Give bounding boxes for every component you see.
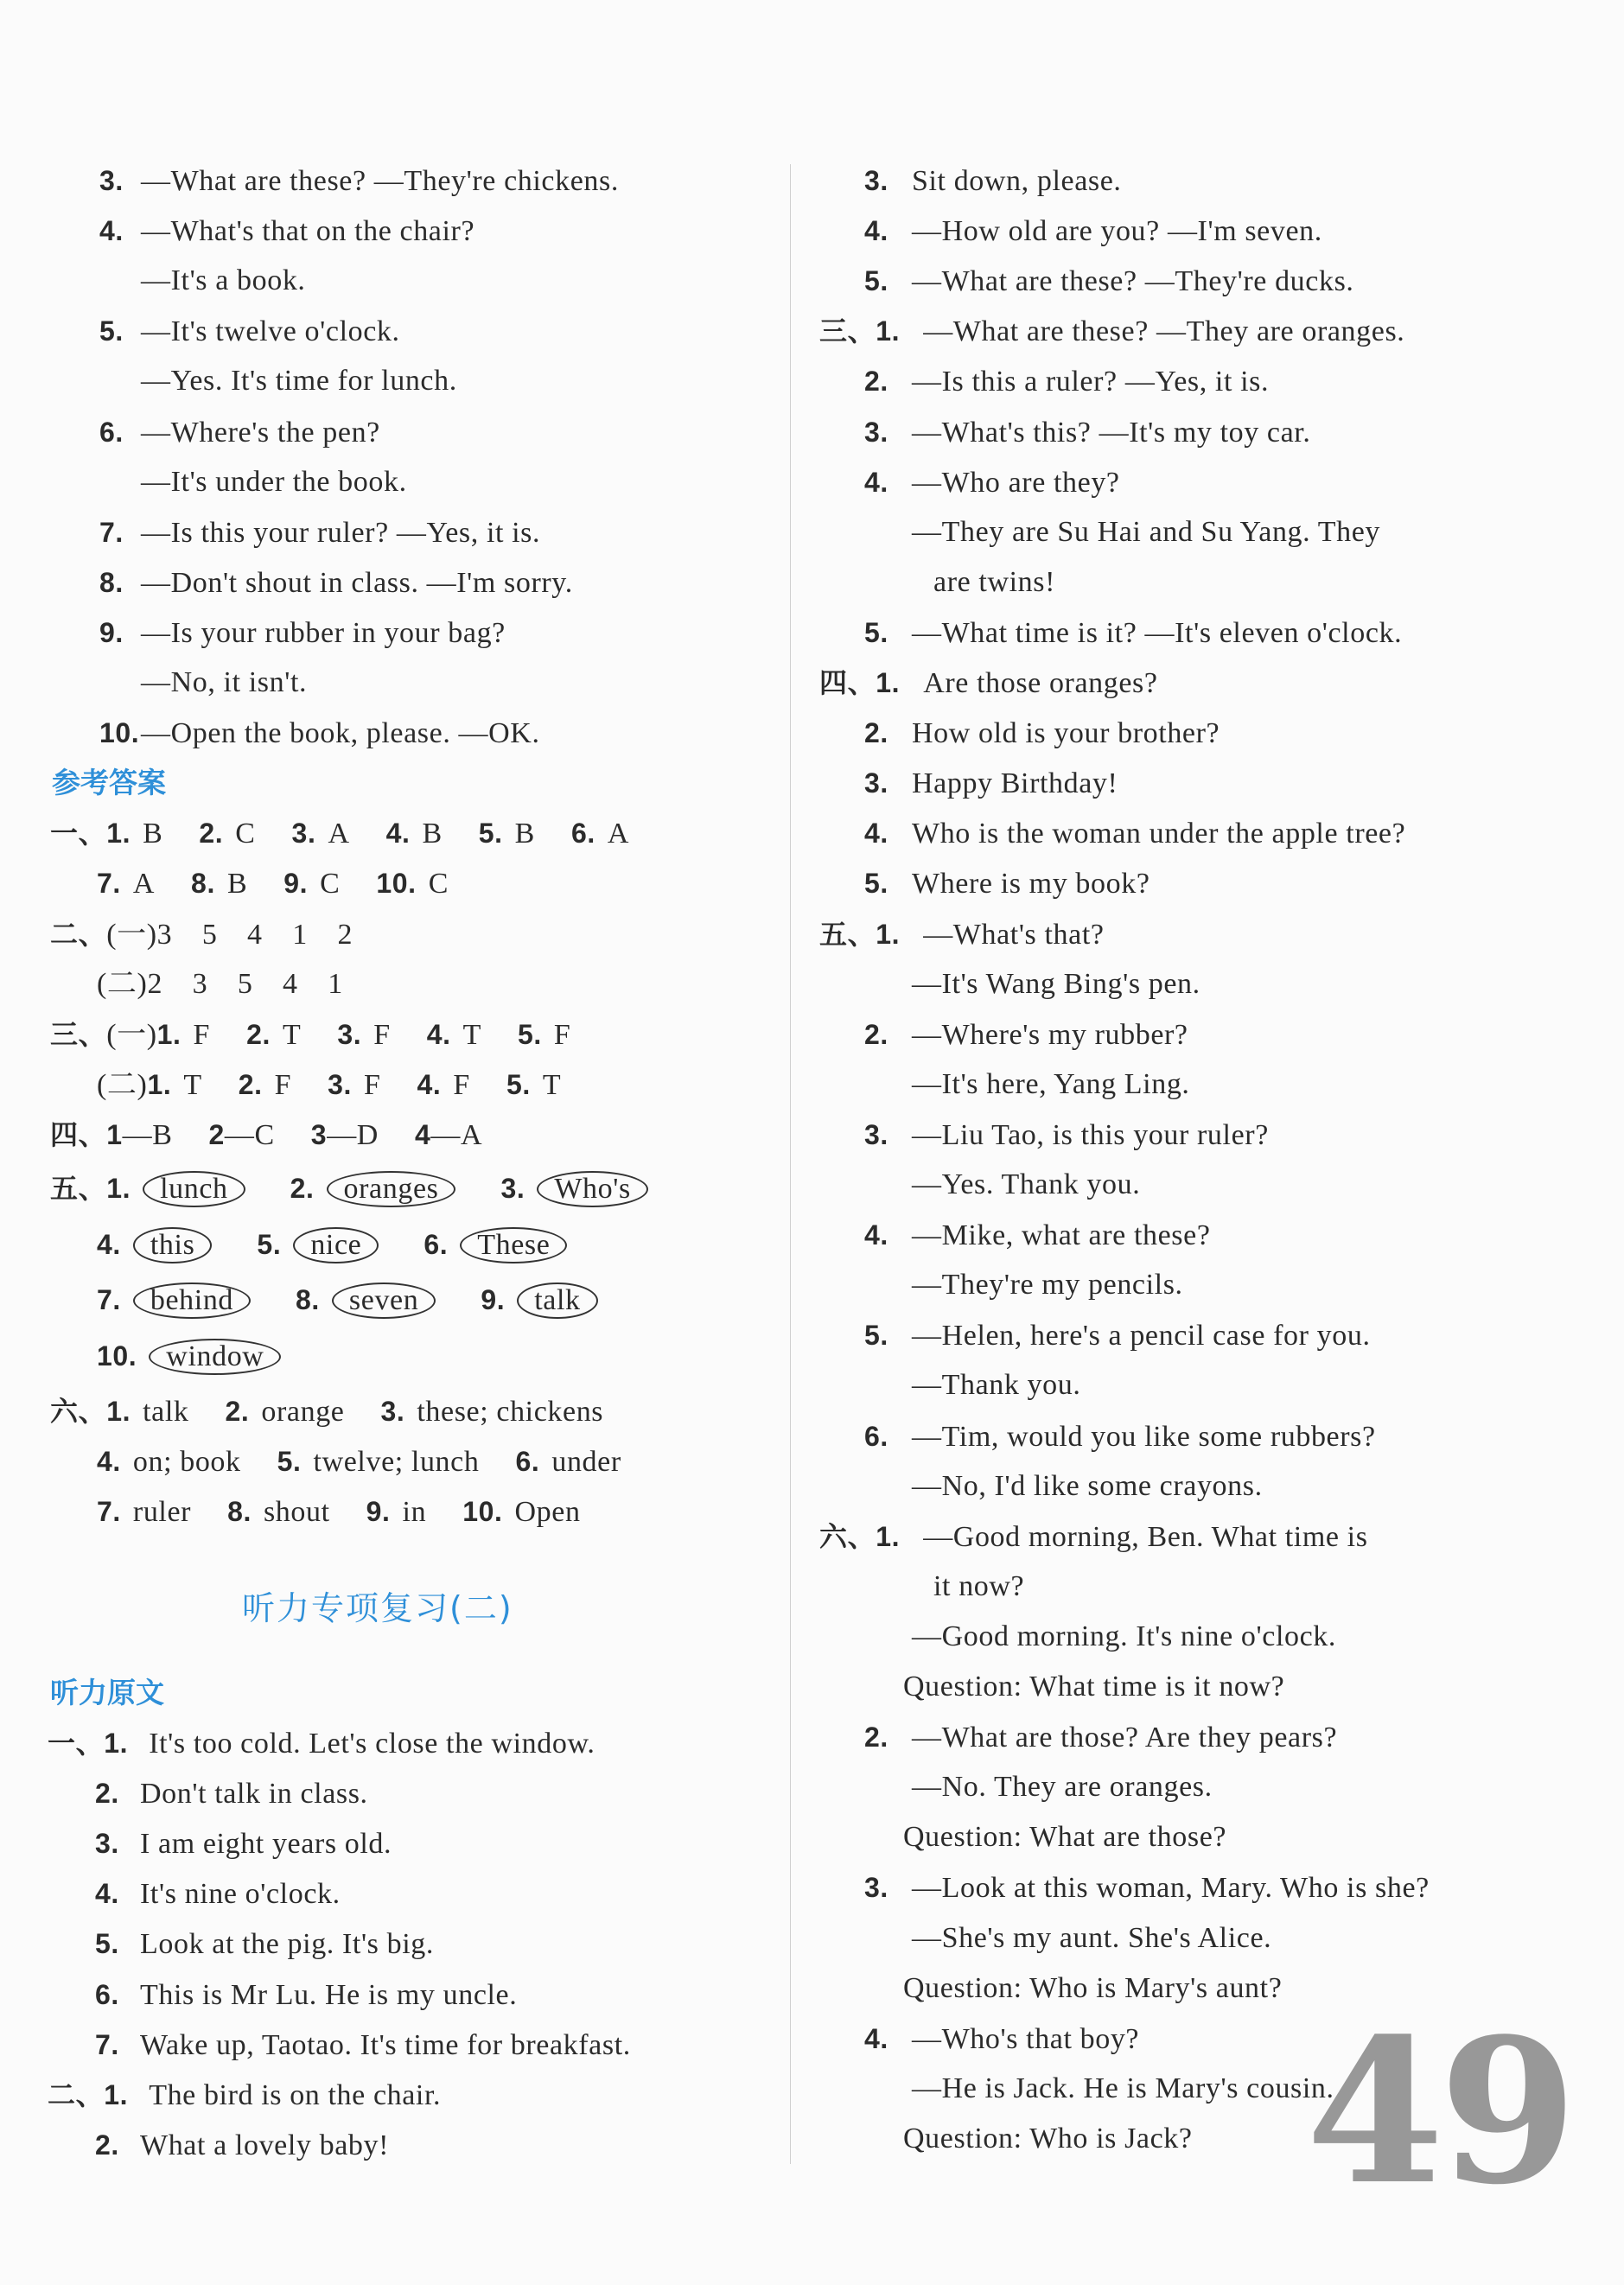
line-text: —Yes. It's time for lunch. bbox=[141, 365, 457, 398]
transcript-line bbox=[864, 407, 1310, 457]
line-text: —What's this? —It's my toy car. bbox=[912, 416, 1311, 449]
line-text: —What are these? —They are oranges. bbox=[923, 315, 1405, 348]
answer-number: 10. bbox=[376, 868, 417, 900]
line-text: —Mike, what are these? bbox=[912, 1219, 1211, 1252]
transcript-heading: 听力原文 bbox=[50, 1676, 164, 1709]
transcript-line bbox=[912, 1762, 1213, 1812]
item-number: 10. bbox=[99, 717, 140, 749]
line-text: The bird is on the chair. bbox=[149, 2078, 442, 2111]
answer-value: F bbox=[453, 1068, 470, 1101]
item-number: 3. bbox=[864, 1872, 888, 1904]
transcript-line bbox=[903, 1812, 1226, 1862]
item-number: 5. bbox=[864, 868, 888, 900]
line-text: —It's a book. bbox=[141, 264, 306, 297]
transcript-line bbox=[95, 1919, 434, 1969]
line-text: —What are those? Are they pears? bbox=[912, 1722, 1338, 1754]
transcript-line bbox=[95, 2120, 389, 2170]
answer-number: 5. bbox=[518, 1018, 542, 1050]
answer-value: A bbox=[328, 818, 350, 850]
answer-number: 1. bbox=[106, 1173, 131, 1204]
answer-number: 3 bbox=[310, 1118, 328, 1150]
transcript-line bbox=[141, 457, 407, 507]
transcript-line bbox=[864, 1009, 1188, 1060]
transcript-line bbox=[99, 306, 400, 356]
answer-number: 8. bbox=[191, 868, 215, 900]
right-column bbox=[804, 0, 1624, 2285]
circled-answer: oranges bbox=[327, 1171, 456, 1207]
answer-number: 1. bbox=[147, 1068, 172, 1100]
answer-number: 9. bbox=[283, 868, 309, 900]
answer-value: B bbox=[226, 868, 248, 901]
line-text: —Yes. Thank you. bbox=[912, 1168, 1141, 1200]
section-label: 三、 bbox=[50, 1017, 107, 1051]
answers-heading: 参考答案 bbox=[52, 766, 166, 800]
transcript-line bbox=[864, 1411, 1376, 1461]
line-text: —Thank you. bbox=[912, 1369, 1081, 1402]
transcript-line bbox=[912, 1612, 1336, 1662]
item-number: 1. bbox=[876, 667, 901, 698]
answer-number: 6. bbox=[570, 818, 595, 850]
line-text: This is Mr Lu. He is my uncle. bbox=[140, 1978, 518, 2011]
answer-value: A bbox=[607, 818, 629, 850]
transcript-line bbox=[864, 356, 1269, 406]
item-number: 3. bbox=[864, 416, 888, 448]
section-label: 四、 bbox=[819, 666, 876, 699]
line-text: —How old are you? —I'm seven. bbox=[912, 215, 1322, 248]
answer-row bbox=[50, 909, 353, 959]
item-number: 4. bbox=[864, 466, 888, 498]
item-number: 4. bbox=[864, 2022, 888, 2054]
answer-number: 10. bbox=[462, 1496, 503, 1528]
item-number: 3. bbox=[864, 767, 888, 799]
transcript-line bbox=[141, 256, 306, 306]
answer-row bbox=[97, 1219, 612, 1270]
answer-row bbox=[97, 1436, 621, 1486]
answer-number: 7. bbox=[97, 1284, 121, 1315]
item-number: 4. bbox=[95, 1878, 119, 1910]
answer-number: 3. bbox=[337, 1018, 362, 1050]
line-text: How old is your brother? bbox=[912, 717, 1220, 750]
answer-value: F bbox=[553, 1018, 571, 1051]
item-number: 8. bbox=[99, 566, 124, 598]
answer-number: 2. bbox=[225, 1396, 250, 1427]
line-text: Question: What are those? bbox=[903, 1821, 1227, 1854]
item-number: 2. bbox=[95, 1778, 119, 1810]
transcript-line bbox=[99, 708, 540, 758]
line-text: —Helen, here's a pencil case for you. bbox=[912, 1320, 1371, 1353]
line-text: —It's here, Yang Ling. bbox=[912, 1067, 1190, 1100]
item-number: 5. bbox=[864, 616, 888, 648]
answer-row bbox=[97, 1331, 326, 1381]
transcript-line bbox=[864, 1862, 1430, 1913]
answer-number: 2 bbox=[208, 1118, 225, 1150]
circled-answer: Who's bbox=[537, 1171, 647, 1207]
item-number: 4. bbox=[864, 215, 888, 247]
item-number: 2. bbox=[864, 366, 888, 398]
answer-number: 6. bbox=[515, 1446, 540, 1478]
section-label: 六、 bbox=[50, 1395, 107, 1428]
line-text: —It's twelve o'clock. bbox=[141, 315, 400, 348]
item-number: 5. bbox=[95, 1928, 119, 1960]
item-number: 2. bbox=[864, 1018, 888, 1050]
line-text: It's nine o'clock. bbox=[140, 1878, 341, 1911]
answer-number: 9. bbox=[481, 1284, 506, 1315]
answer-value: B bbox=[422, 818, 443, 850]
answer-number: 7. bbox=[97, 1496, 121, 1528]
item-number: 3. bbox=[864, 1118, 888, 1150]
transcript-line bbox=[864, 457, 1120, 507]
line-text: It's too cold. Let's close the window. bbox=[149, 1728, 595, 1760]
transcript-line bbox=[819, 306, 1404, 356]
transcript-line bbox=[864, 2014, 1139, 2064]
line-text: —It's under the book. bbox=[141, 465, 407, 498]
answer-number: 4. bbox=[385, 818, 411, 850]
answer-value: these; chickens bbox=[417, 1396, 604, 1428]
circled-answer: talk bbox=[517, 1283, 597, 1319]
line-text: Happy Birthday! bbox=[912, 767, 1118, 800]
line-text: —Tim, would you like some rubbers? bbox=[912, 1420, 1376, 1453]
answer-number: 6. bbox=[424, 1228, 449, 1260]
line-text: —It's Wang Bing's pen. bbox=[912, 967, 1200, 1000]
section-label: 五、 bbox=[819, 917, 876, 951]
answer-row bbox=[50, 808, 629, 858]
line-text: —Is this your ruler? —Yes, it is. bbox=[141, 516, 541, 549]
transcript-line bbox=[864, 708, 1220, 758]
answer-row bbox=[50, 1110, 482, 1160]
answer-number: 5. bbox=[506, 1068, 531, 1100]
answer-value: B bbox=[143, 818, 163, 850]
answer-value: T bbox=[183, 1068, 202, 1101]
answer-number: 2. bbox=[246, 1018, 271, 1050]
answer-number: 4. bbox=[97, 1446, 121, 1478]
transcript-line bbox=[95, 1868, 341, 1919]
answer-number: 3. bbox=[328, 1068, 353, 1100]
sub-part-label: (二) bbox=[97, 1068, 148, 1101]
answer-value: shout bbox=[263, 1496, 330, 1529]
item-number: 5. bbox=[99, 315, 124, 347]
item-number: 1. bbox=[876, 315, 901, 347]
answer-value: F bbox=[274, 1068, 292, 1101]
answer-row bbox=[97, 959, 343, 1009]
line-text: —Is this a ruler? —Yes, it is. bbox=[912, 366, 1270, 398]
answer-number: 2. bbox=[290, 1173, 315, 1204]
transcript-line bbox=[95, 1970, 517, 2020]
line-text: —Who are they? bbox=[912, 466, 1120, 499]
transcript-line bbox=[903, 1662, 1284, 1712]
left-column bbox=[0, 0, 782, 2285]
circled-answer: this bbox=[133, 1227, 213, 1263]
answer-number: 1 bbox=[106, 1118, 123, 1150]
circled-answer: nice bbox=[293, 1227, 379, 1263]
item-number: 6. bbox=[95, 1978, 119, 2010]
answer-value: orange bbox=[261, 1396, 345, 1428]
answer-number: 3. bbox=[380, 1396, 405, 1427]
transcript-line bbox=[912, 1260, 1183, 1310]
transcript-line bbox=[912, 1360, 1080, 1410]
transcript-line bbox=[933, 1562, 1024, 1612]
line-text: —Don't shout in class. —I'm sorry. bbox=[141, 566, 573, 599]
transcript-line bbox=[95, 1818, 392, 1868]
line-text: are twins! bbox=[933, 565, 1056, 598]
answer-value: twelve; lunch bbox=[313, 1446, 480, 1479]
answer-value: on; book bbox=[132, 1446, 241, 1479]
answer-number: 8. bbox=[296, 1284, 320, 1315]
line-text: Question: Who is Mary's aunt? bbox=[903, 1971, 1283, 2004]
answer-number: 1. bbox=[156, 1018, 182, 1050]
section-label: 六、 bbox=[819, 1519, 876, 1553]
sub-part-label: (一) bbox=[106, 1018, 157, 1051]
transcript-line bbox=[864, 156, 1122, 206]
answer-number: 3. bbox=[500, 1173, 525, 1204]
answer-number: 1. bbox=[106, 1396, 131, 1427]
answer-value: —C bbox=[224, 1118, 275, 1151]
answer-number: 4. bbox=[426, 1018, 451, 1050]
line-text: Sit down, please. bbox=[912, 165, 1122, 197]
answer-number: 4. bbox=[97, 1228, 121, 1260]
transcript-line bbox=[864, 858, 1150, 908]
section-label: 四、 bbox=[50, 1117, 107, 1151]
line-text: —Who's that boy? bbox=[912, 2022, 1140, 2055]
line-text: —She's my aunt. She's Alice. bbox=[912, 1921, 1272, 1954]
answer-number: 4 bbox=[414, 1118, 431, 1150]
line-text: —Good morning, Ben. What time is bbox=[923, 1520, 1368, 1553]
line-text: —What time is it? —It's eleven o'clock. bbox=[912, 616, 1403, 649]
item-number: 3. bbox=[99, 165, 124, 196]
line-text: Don't talk in class. bbox=[140, 1778, 368, 1811]
answer-value: talk bbox=[143, 1396, 189, 1428]
answer-value: —B bbox=[122, 1118, 173, 1151]
transcript-line bbox=[141, 356, 457, 406]
transcript-line bbox=[819, 909, 1105, 959]
answer-value: C bbox=[428, 868, 449, 901]
answer-number: 5. bbox=[257, 1228, 282, 1260]
answer-value: B bbox=[514, 818, 535, 850]
transcript-line bbox=[864, 1712, 1337, 1762]
line-text: —No, it isn't. bbox=[141, 666, 308, 698]
section-label: 一、 bbox=[48, 1727, 105, 1760]
line-text: —What are these? —They're ducks. bbox=[912, 265, 1354, 298]
answer-number: 10. bbox=[97, 1340, 137, 1372]
answer-value: C bbox=[235, 818, 256, 850]
line-text: Wake up, Taotao. It's time for breakfast. bbox=[140, 2028, 631, 2061]
item-number: 1. bbox=[104, 2078, 129, 2110]
answer-number: 4. bbox=[417, 1068, 442, 1100]
transcript-line bbox=[864, 256, 1354, 306]
line-text: —Good morning. It's nine o'clock. bbox=[912, 1620, 1336, 1652]
item-number: 9. bbox=[99, 616, 124, 648]
transcript-line bbox=[912, 1461, 1263, 1512]
line-text: Are those oranges? bbox=[923, 667, 1158, 699]
line-text: —No, I'd like some crayons. bbox=[912, 1469, 1263, 1502]
transcript-line bbox=[864, 1110, 1269, 1160]
answer-value: T bbox=[282, 1018, 302, 1051]
answer-number: 1. bbox=[106, 818, 131, 850]
line-text: Who is the woman under the apple tree? bbox=[912, 818, 1406, 850]
section-title: 听力专项复习(二) bbox=[242, 1589, 513, 1627]
answer-number: 5. bbox=[277, 1446, 302, 1478]
item-number: 6. bbox=[99, 416, 124, 448]
section-label: 三、 bbox=[819, 315, 876, 348]
item-number: 4. bbox=[864, 818, 888, 850]
line-text: —Open the book, please. —OK. bbox=[141, 717, 540, 750]
answer-row bbox=[50, 1009, 570, 1060]
item-number: 2. bbox=[864, 1722, 888, 1754]
line-text: What a lovely baby! bbox=[140, 2129, 390, 2161]
item-number: 6. bbox=[864, 1420, 888, 1452]
answer-value: —D bbox=[327, 1118, 379, 1151]
transcript-line bbox=[99, 407, 380, 457]
circled-answer: seven bbox=[332, 1283, 436, 1319]
answer-value: in bbox=[402, 1496, 427, 1529]
transcript-line bbox=[903, 1964, 1282, 2014]
transcript-line bbox=[864, 1210, 1211, 1260]
item-number: 7. bbox=[99, 516, 124, 548]
circled-answer: behind bbox=[133, 1283, 251, 1319]
column-divider bbox=[790, 164, 791, 2164]
line-text: —Where's my rubber? bbox=[912, 1018, 1188, 1051]
answer-value: under bbox=[551, 1446, 621, 1479]
transcript-line bbox=[912, 1060, 1190, 1110]
transcript-line bbox=[864, 206, 1322, 256]
item-number: 4. bbox=[864, 1219, 888, 1251]
answer-value: ruler bbox=[132, 1496, 192, 1529]
section-label: 一、 bbox=[50, 817, 107, 850]
line-text: —What's that on the chair? bbox=[141, 215, 475, 248]
answer-number: 2. bbox=[199, 818, 224, 850]
transcript-line bbox=[48, 2070, 441, 2120]
answer-row bbox=[97, 1060, 561, 1110]
transcript-line bbox=[864, 1310, 1371, 1360]
transcript-line bbox=[819, 658, 1158, 708]
line-text: —What are these? —They're chickens. bbox=[141, 165, 619, 197]
line-text: Where is my book? bbox=[912, 868, 1150, 901]
answer-row bbox=[50, 1386, 603, 1436]
item-number: 5. bbox=[864, 265, 888, 297]
section-label: 五、 bbox=[50, 1172, 107, 1205]
answer-value: F bbox=[373, 1018, 391, 1051]
item-number: 2. bbox=[95, 2129, 119, 2161]
transcript-line bbox=[864, 808, 1405, 858]
answer-number: 2. bbox=[238, 1068, 263, 1100]
transcript-line bbox=[99, 507, 540, 557]
transcript-line bbox=[99, 608, 506, 658]
line-text: it now? bbox=[933, 1569, 1025, 1602]
answer-sequence: (二)2 3 5 4 1 bbox=[97, 967, 343, 1000]
item-number: 7. bbox=[95, 2028, 119, 2060]
transcript-line bbox=[912, 1913, 1271, 1964]
answer-value: T bbox=[462, 1018, 481, 1051]
answer-value: T bbox=[542, 1068, 562, 1101]
transcript-line bbox=[141, 658, 307, 708]
answer-value: Open bbox=[514, 1496, 581, 1529]
answer-number: 3. bbox=[291, 818, 316, 850]
item-number: 5. bbox=[864, 1320, 888, 1352]
circled-answer: These bbox=[460, 1227, 567, 1263]
item-number: 1. bbox=[104, 1728, 129, 1759]
answer-value: F bbox=[193, 1018, 211, 1051]
answer-value: C bbox=[320, 868, 341, 901]
transcript-line bbox=[48, 1718, 595, 1768]
line-text: —Is your rubber in your bag? bbox=[141, 616, 506, 649]
transcript-line bbox=[99, 206, 474, 256]
item-number: 3. bbox=[864, 165, 888, 196]
answer-value: F bbox=[364, 1068, 381, 1101]
circled-answer: lunch bbox=[143, 1171, 245, 1207]
line-text: Question: What time is it now? bbox=[903, 1671, 1285, 1703]
transcript-line bbox=[933, 557, 1055, 608]
section-label: 二、 bbox=[50, 917, 107, 951]
transcript-line bbox=[912, 2064, 1334, 2114]
answer-row bbox=[50, 1163, 693, 1213]
line-text: Question: Who is Jack? bbox=[903, 2122, 1193, 2155]
item-number: 1. bbox=[876, 1520, 901, 1552]
transcript-line bbox=[99, 557, 573, 608]
answer-number: 9. bbox=[366, 1496, 391, 1528]
transcript-line bbox=[912, 1160, 1140, 1210]
line-text: I am eight years old. bbox=[140, 1828, 392, 1861]
answer-number: 7. bbox=[97, 868, 121, 900]
transcript-line bbox=[99, 156, 619, 206]
line-text: —They are Su Hai and Su Yang. They bbox=[912, 515, 1380, 548]
item-number: 3. bbox=[95, 1828, 119, 1860]
answer-row bbox=[97, 1486, 581, 1537]
transcript-line bbox=[864, 608, 1402, 658]
line-text: Look at the pig. It's big. bbox=[140, 1928, 434, 1961]
answer-sequence: (一)3 5 4 1 2 bbox=[106, 918, 353, 951]
answer-number: 8. bbox=[227, 1496, 252, 1528]
transcript-line bbox=[95, 1768, 368, 1818]
page-number: 49 bbox=[1305, 1995, 1572, 2229]
section-label: 二、 bbox=[48, 2078, 105, 2111]
answer-value: —A bbox=[430, 1118, 483, 1151]
line-text: —No. They are oranges. bbox=[912, 1771, 1213, 1804]
transcript-line bbox=[95, 2020, 631, 2070]
item-number: 2. bbox=[864, 717, 888, 749]
answer-row bbox=[97, 1275, 643, 1325]
transcript-line bbox=[819, 1512, 1368, 1562]
line-text: —Look at this woman, Mary. Who is she? bbox=[912, 1872, 1430, 1905]
transcript-line bbox=[912, 959, 1200, 1009]
transcript-line bbox=[864, 758, 1118, 808]
item-number: 4. bbox=[99, 215, 124, 247]
circled-answer: window bbox=[149, 1339, 281, 1375]
line-text: —He is Jack. He is Mary's cousin. bbox=[912, 2072, 1334, 2104]
line-text: —What's that? bbox=[923, 918, 1105, 951]
line-text: —Where's the pen? bbox=[141, 416, 380, 449]
line-text: —Liu Tao, is this your ruler? bbox=[912, 1118, 1269, 1151]
item-number: 1. bbox=[876, 918, 901, 950]
line-text: —They're my pencils. bbox=[912, 1269, 1183, 1302]
transcript-line bbox=[903, 2114, 1193, 2164]
transcript-line bbox=[912, 507, 1380, 557]
answer-number: 5. bbox=[478, 818, 503, 850]
answer-row bbox=[97, 858, 449, 908]
answer-value: A bbox=[132, 868, 156, 901]
